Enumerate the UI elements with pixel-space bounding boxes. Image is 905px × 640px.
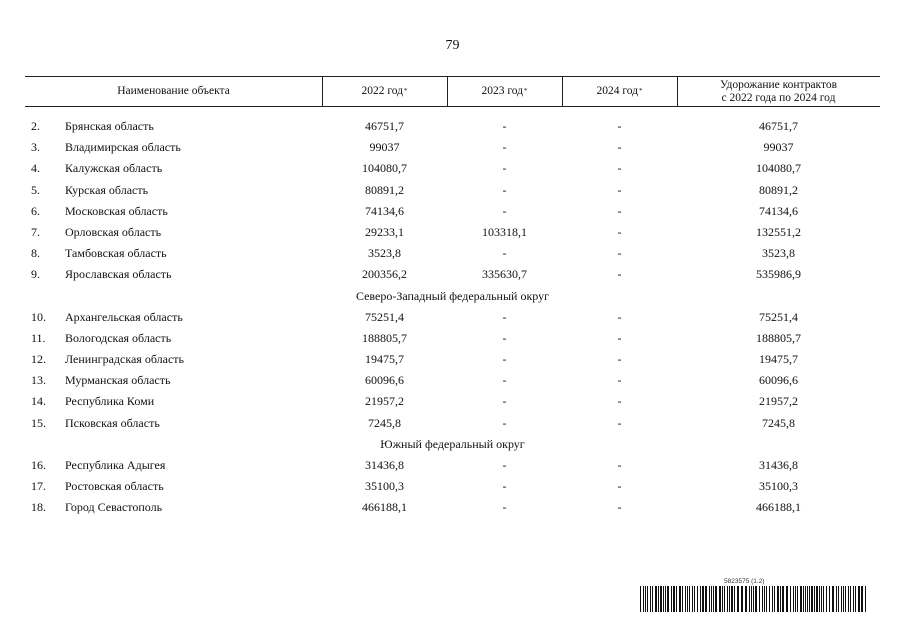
value-2022: 3523,8 — [368, 246, 401, 261]
table-row — [25, 222, 880, 243]
header-total — [677, 77, 880, 106]
value-2022: 75251,4 — [365, 309, 404, 324]
value-total: 466188,1 — [756, 500, 801, 515]
value-2022: 99037 — [369, 140, 400, 155]
value-2022: 200356,2 — [362, 267, 407, 282]
value-2022: 31436,8 — [365, 458, 404, 472]
value-total: 535986,9 — [756, 267, 801, 282]
district-name: Южный федеральный округ — [380, 436, 525, 451]
region-name: Псковская область — [65, 415, 160, 430]
region-name: Город Севастополь — [65, 500, 163, 515]
value-total: 46751,7 — [759, 119, 798, 133]
region-name: Республика Коми — [65, 394, 155, 409]
table-row — [25, 391, 880, 412]
row-number: 6. — [31, 203, 40, 218]
table-body — [25, 116, 880, 519]
value-2022: 188805,7 — [362, 330, 407, 345]
row-number: 13. — [31, 373, 46, 388]
value-2023: 103318,1 — [482, 224, 527, 239]
value-total: 7245,8 — [762, 415, 795, 430]
value-2024: - — [617, 203, 622, 218]
table-row — [25, 158, 880, 179]
region-name: Владимирская область — [65, 140, 181, 155]
header-2023-label: 2023 год — [481, 85, 524, 97]
value-2023: - — [502, 203, 507, 218]
value-2024: - — [617, 161, 622, 176]
table-row — [25, 476, 880, 497]
row-number: 8. — [31, 246, 40, 261]
row-number: 9. — [31, 267, 40, 282]
table-row — [25, 328, 880, 349]
value-total: 104080,7 — [756, 161, 801, 176]
value-total: 75251,4 — [759, 309, 798, 324]
value-2024: - — [617, 458, 622, 472]
value-total: 74134,6 — [759, 203, 798, 218]
region-name: Ростовская область — [65, 479, 164, 494]
header-total-line1: Удорожание контрактов — [719, 78, 838, 91]
row-number: 14. — [31, 394, 46, 409]
value-2024: - — [617, 500, 622, 515]
header-total-line2: с 2022 года по 2024 год — [721, 91, 836, 104]
row-number: 17. — [31, 479, 46, 494]
table-row — [25, 455, 880, 476]
row-number: 10. — [31, 309, 46, 324]
value-2022: 46751,7 — [365, 119, 404, 133]
value-2024: - — [617, 119, 622, 133]
value-2022: 466188,1 — [362, 500, 407, 515]
value-2023: - — [502, 246, 507, 261]
barcode-image — [640, 586, 870, 612]
region-name: Вологодская область — [65, 330, 172, 345]
value-2023: - — [502, 330, 507, 345]
value-total: 21957,2 — [759, 394, 798, 409]
table-row — [25, 264, 880, 285]
table-row — [25, 307, 880, 328]
header-2024 — [562, 77, 677, 106]
value-2023: - — [502, 119, 507, 133]
region-name: Ярославская область — [65, 267, 172, 282]
value-2022: 80891,2 — [365, 182, 404, 197]
value-2023: - — [502, 394, 507, 409]
value-2023: - — [502, 415, 507, 430]
row-number: 3. — [31, 140, 40, 155]
row-number: 7. — [31, 224, 40, 239]
region-name: Орловская область — [65, 224, 162, 239]
value-2023: - — [502, 373, 507, 388]
value-2022: 29233,1 — [365, 224, 404, 239]
value-2023: - — [502, 161, 507, 176]
region-name: Московская область — [65, 203, 168, 218]
value-2024: - — [617, 352, 622, 367]
region-name: Калужская область — [65, 161, 163, 176]
header-2023 — [447, 77, 562, 106]
district-row — [25, 434, 880, 455]
value-2023: - — [502, 500, 507, 515]
value-2022: 60096,6 — [365, 373, 404, 388]
value-2023: - — [502, 140, 507, 155]
value-2022: 104080,7 — [362, 161, 407, 176]
value-total: 132551,2 — [756, 224, 801, 239]
value-2024: - — [617, 140, 622, 155]
value-2024: - — [617, 246, 622, 261]
header-name-label: Наименование объекта — [117, 85, 230, 97]
value-2022: 19475,7 — [365, 352, 404, 367]
value-2024: - — [617, 330, 622, 345]
value-2024: - — [617, 182, 622, 197]
value-2023: - — [502, 479, 507, 494]
value-total: 31436,8 — [759, 458, 798, 472]
row-number: 12. — [31, 352, 46, 367]
region-name: Брянская область — [65, 119, 154, 133]
region-name: Тамбовская область — [65, 246, 167, 261]
row-number: 18. — [31, 500, 46, 515]
footnote-mark: * — [404, 87, 408, 95]
value-2023: 335630,7 — [482, 267, 527, 282]
row-number: 4. — [31, 161, 40, 176]
barcode-label: 5823575 (1.2) — [724, 578, 765, 585]
footnote-mark: * — [524, 87, 528, 95]
value-total: 99037 — [763, 140, 794, 155]
value-2024: - — [617, 415, 622, 430]
page-number: 79 — [445, 38, 460, 53]
value-2023: - — [502, 352, 507, 367]
header-2024-label: 2024 год — [596, 85, 639, 97]
table-row — [25, 201, 880, 222]
value-2022: 7245,8 — [368, 415, 401, 430]
region-name: Республика Адыгея — [65, 458, 166, 472]
row-number: 15. — [31, 415, 46, 430]
value-2023: - — [502, 458, 507, 472]
value-total: 19475,7 — [759, 352, 798, 367]
value-2024: - — [617, 394, 622, 409]
value-total: 188805,7 — [756, 330, 801, 345]
row-number: 16. — [31, 458, 46, 472]
value-2022: 35100,3 — [365, 479, 404, 494]
district-row — [25, 286, 880, 307]
value-2024: - — [617, 373, 622, 388]
district-name: Северо-Западный федеральный округ — [355, 288, 550, 303]
header-2022-label: 2022 год — [361, 85, 404, 97]
value-total: 35100,3 — [759, 479, 798, 494]
row-number: 2. — [31, 119, 40, 133]
footnote-mark: * — [639, 87, 643, 95]
table-row — [25, 413, 880, 434]
table-row — [25, 370, 880, 391]
table-row — [25, 180, 880, 201]
region-name: Ленинградская область — [65, 352, 184, 367]
table-row — [25, 116, 880, 137]
table-row — [25, 243, 880, 264]
table-row — [25, 497, 880, 518]
value-2024: - — [617, 224, 622, 239]
value-2024: - — [617, 309, 622, 324]
region-name: Мурманская область — [65, 373, 171, 388]
value-total: 60096,6 — [759, 373, 798, 388]
value-2022: 21957,2 — [365, 394, 404, 409]
row-number: 11. — [31, 330, 46, 345]
value-2022: 74134,6 — [365, 203, 404, 218]
value-total: 80891,2 — [759, 182, 798, 197]
region-name: Курская область — [65, 182, 149, 197]
value-2023: - — [502, 309, 507, 324]
value-total: 3523,8 — [762, 246, 795, 261]
row-number: 5. — [31, 182, 40, 197]
header-2022 — [322, 77, 447, 106]
header-name — [25, 77, 322, 106]
value-2023: - — [502, 182, 507, 197]
table-header — [25, 76, 880, 107]
value-2024: - — [617, 479, 622, 494]
region-name: Архангельская область — [65, 309, 183, 324]
table-row — [25, 137, 880, 158]
value-2024: - — [617, 267, 622, 282]
table-row — [25, 349, 880, 370]
